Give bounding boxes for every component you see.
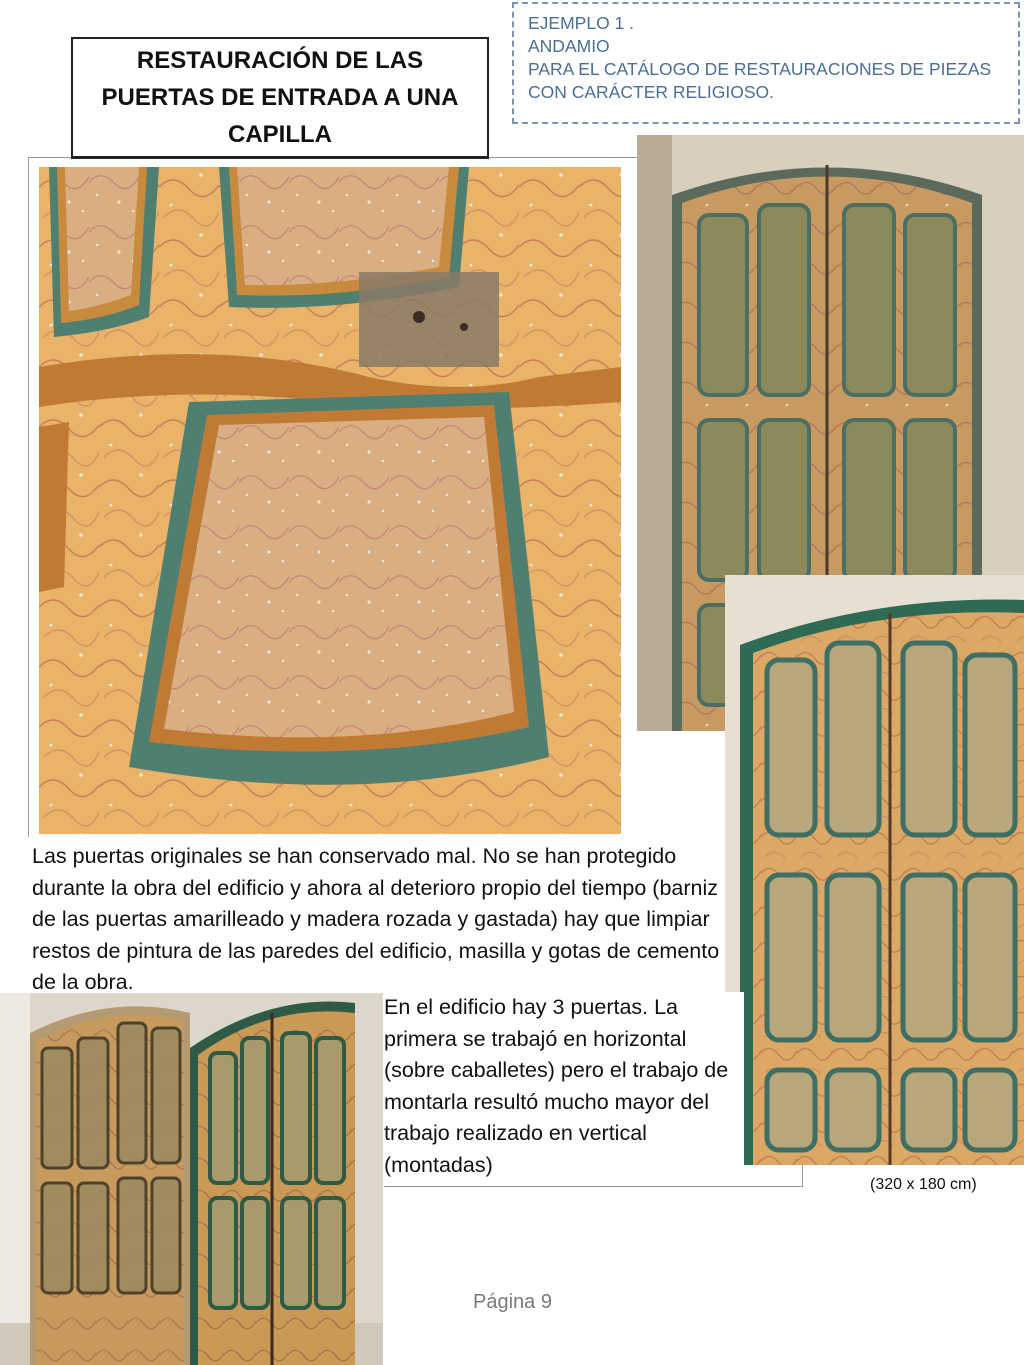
- frame-line-bottom: [384, 1186, 802, 1187]
- example-note-box: [512, 2, 1020, 124]
- frame-line-left: [28, 157, 29, 837]
- page-title: RESTAURACIÓN DE LAS PUERTAS DE ENTRADA A UNA CAPILLA: [101, 47, 459, 148]
- example-line-3: PARA EL CATÁLOGO DE RESTAURACIONES DE PIEZAS: [528, 59, 992, 79]
- example-line-4: CON CARÁCTER RELIGIOSO.: [528, 82, 775, 102]
- doors-mounted-vertical-photo: [0, 993, 383, 1365]
- page-number: Página 9: [473, 1291, 552, 1313]
- door-panel-closeup-photo: [39, 167, 621, 834]
- description-paragraph-2: En el edificio hay 3 puertas. La primera se trabajó en horizontal (sobre caballetes) pero el trabajo de montarla resultó mucho mayor del trabajo realizado en vertical (montadas): [384, 992, 744, 1181]
- description-paragraph-1: Las puertas originales se han conservado mal. No se han protegido durante la obra del edificio y ahora al deterioro propio del tiempo (barniz de las puertas amarilleado y madera rozada y gastada) hay que limpiar restos de pintura de las paredes del edificio, masilla y gotas de cemento de la obra.: [32, 844, 720, 994]
- example-line-1: EJEMPLO 1 .: [528, 13, 635, 33]
- example-line-2: ANDAMIO: [528, 36, 610, 56]
- arched-double-door-restored-photo: [725, 575, 1024, 1165]
- dimensions-caption: (320 x 180 cm): [870, 1176, 977, 1193]
- page-title-box: [71, 37, 489, 159]
